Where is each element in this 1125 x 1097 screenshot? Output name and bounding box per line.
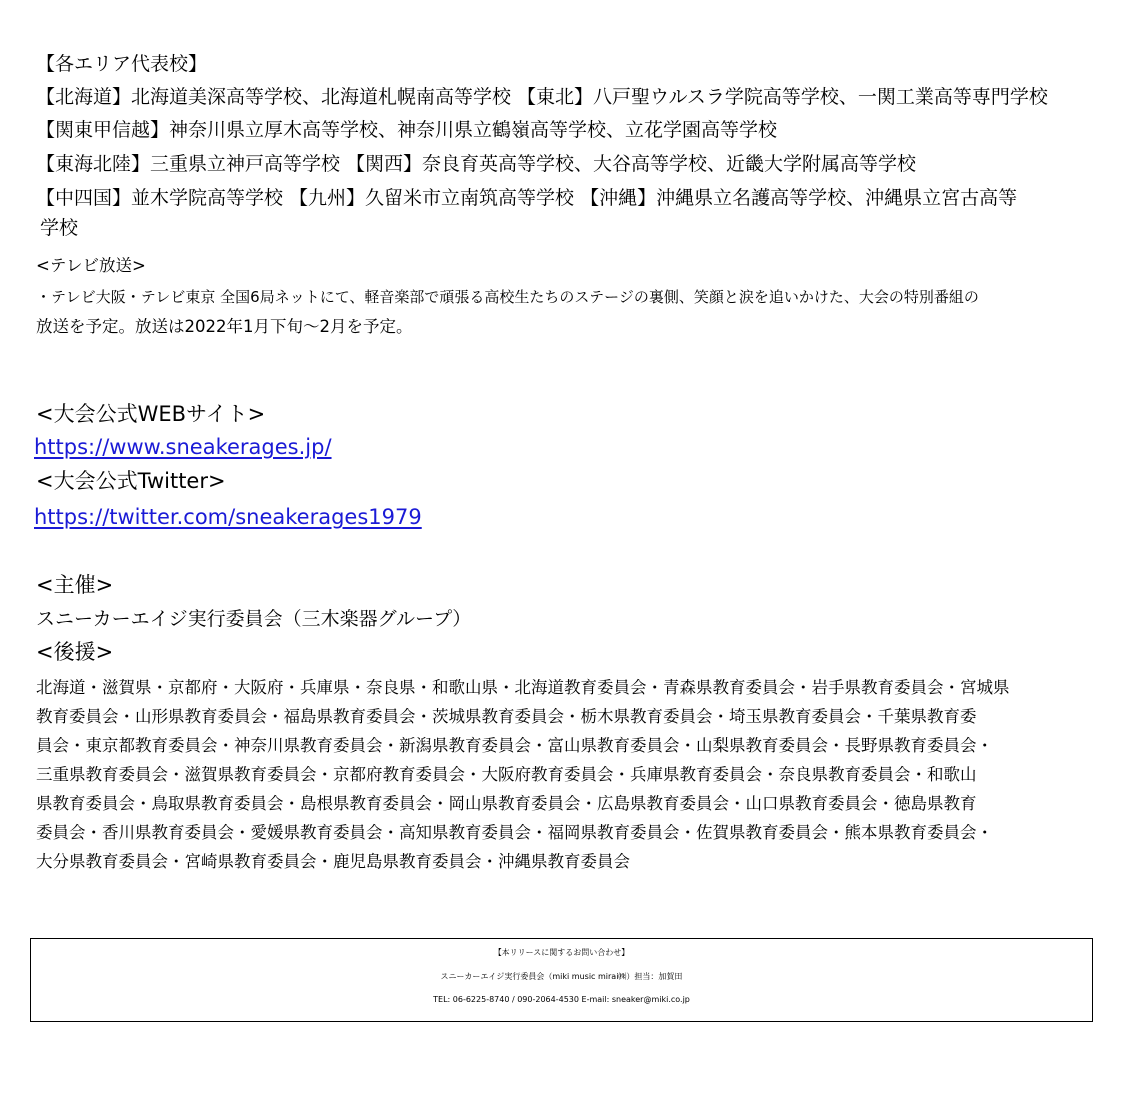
areas-line-3: 【東海北陸】三重県立神戸高等学校 【関西】奈良育英高等学校、大谷高等学校、近畿大学附属高等学校 [36, 153, 917, 175]
support-line-3: 員会・東京都教育委員会・神奈川県教育委員会・新潟県教育委員会・富山県教育委員会・山梨県教育委員会・長野県教育委員会・ [36, 736, 993, 755]
organizer-name: スニーカーエイジ実行委員会（三木楽器グループ） [36, 608, 472, 630]
support-line-5: 県教育委員会・鳥取県教育委員会・島根県教育委員会・岡山県教育委員会・広島県教育委員会・山口県教育委員会・徳島県教育 [36, 794, 977, 813]
support-line-4: 三重県教育委員会・滋賀県教育委員会・京都府教育委員会・大阪府教育委員会・兵庫県教育委員会・奈良県教育委員会・和歌山 [36, 765, 977, 784]
areas-line-2: 【関東甲信越】神奈川県立厚木高等学校、神奈川県立鶴嶺高等学校、立花学園高等学校 [36, 119, 778, 141]
organizer-heading: <主催> [36, 573, 114, 597]
website-link[interactable]: https://www.sneakerages.jp/ [34, 435, 332, 459]
tv-line-2: 放送を予定。放送は2022年1月下旬～2月を予定。 [36, 317, 413, 336]
support-line-7: 大分県教育委員会・宮崎県教育委員会・鹿児島県教育委員会・沖縄県教育委員会 [36, 852, 630, 871]
web-heading: <大会公式WEBサイト> [36, 402, 266, 426]
tv-line-1: ・テレビ大阪・テレビ東京 全国6局ネットにて、軽音楽部で頑張る高校生たちのステージの裏側、笑顔と涙を追いかけた、大会の特別番組の [36, 288, 979, 306]
areas-heading: 【各エリア代表校】 [36, 53, 208, 75]
support-line-1: 北海道・滋賀県・京都府・大阪府・兵庫県・奈良県・和歌山県・北海道教育委員会・青森県教育委員会・岩手県教育委員会・宮城県 [36, 678, 1010, 697]
contact-org: スニーカーエイジ実行委員会（miki music mirai㈱）担当：加賀田 [440, 972, 683, 981]
tv-heading: <テレビ放送> [36, 256, 146, 275]
contact-title: 【本リリースに関するお問い合わせ】 [493, 948, 630, 957]
twitter-link[interactable]: https://twitter.com/sneakerages1979 [34, 505, 422, 529]
areas-line-5: 学校 [40, 217, 79, 239]
support-heading: <後援> [36, 640, 114, 664]
support-line-2: 教育委員会・山形県教育委員会・福島県教育委員会・茨城県教育委員会・栃木県教育委員会・埼玉県教育委員会・千葉県教育委 [36, 707, 977, 726]
support-line-6: 委員会・香川県教育委員会・愛媛県教育委員会・高知県教育委員会・福岡県教育委員会・佐賀県教育委員会・熊本県教育委員会・ [36, 823, 993, 842]
contact-box [30, 938, 1093, 1022]
areas-line-1: 【北海道】北海道美深高等学校、北海道札幌南高等学校 【東北】八戸聖ウルスラ学院高等学校、一関工業高等専門学校 [36, 86, 1048, 108]
contact-tel-email: TEL: 06-6225-8740 / 090-2064-4530 E-mail: sneaker@miki.co.jp [433, 995, 690, 1004]
areas-line-4: 【中四国】並木学院高等学校 【九州】久留米市立南筑高等学校 【沖縄】沖縄県立名護高等学校、沖縄県立宮古高等 [36, 187, 1018, 209]
twitter-heading: <大会公式Twitter> [36, 469, 226, 493]
